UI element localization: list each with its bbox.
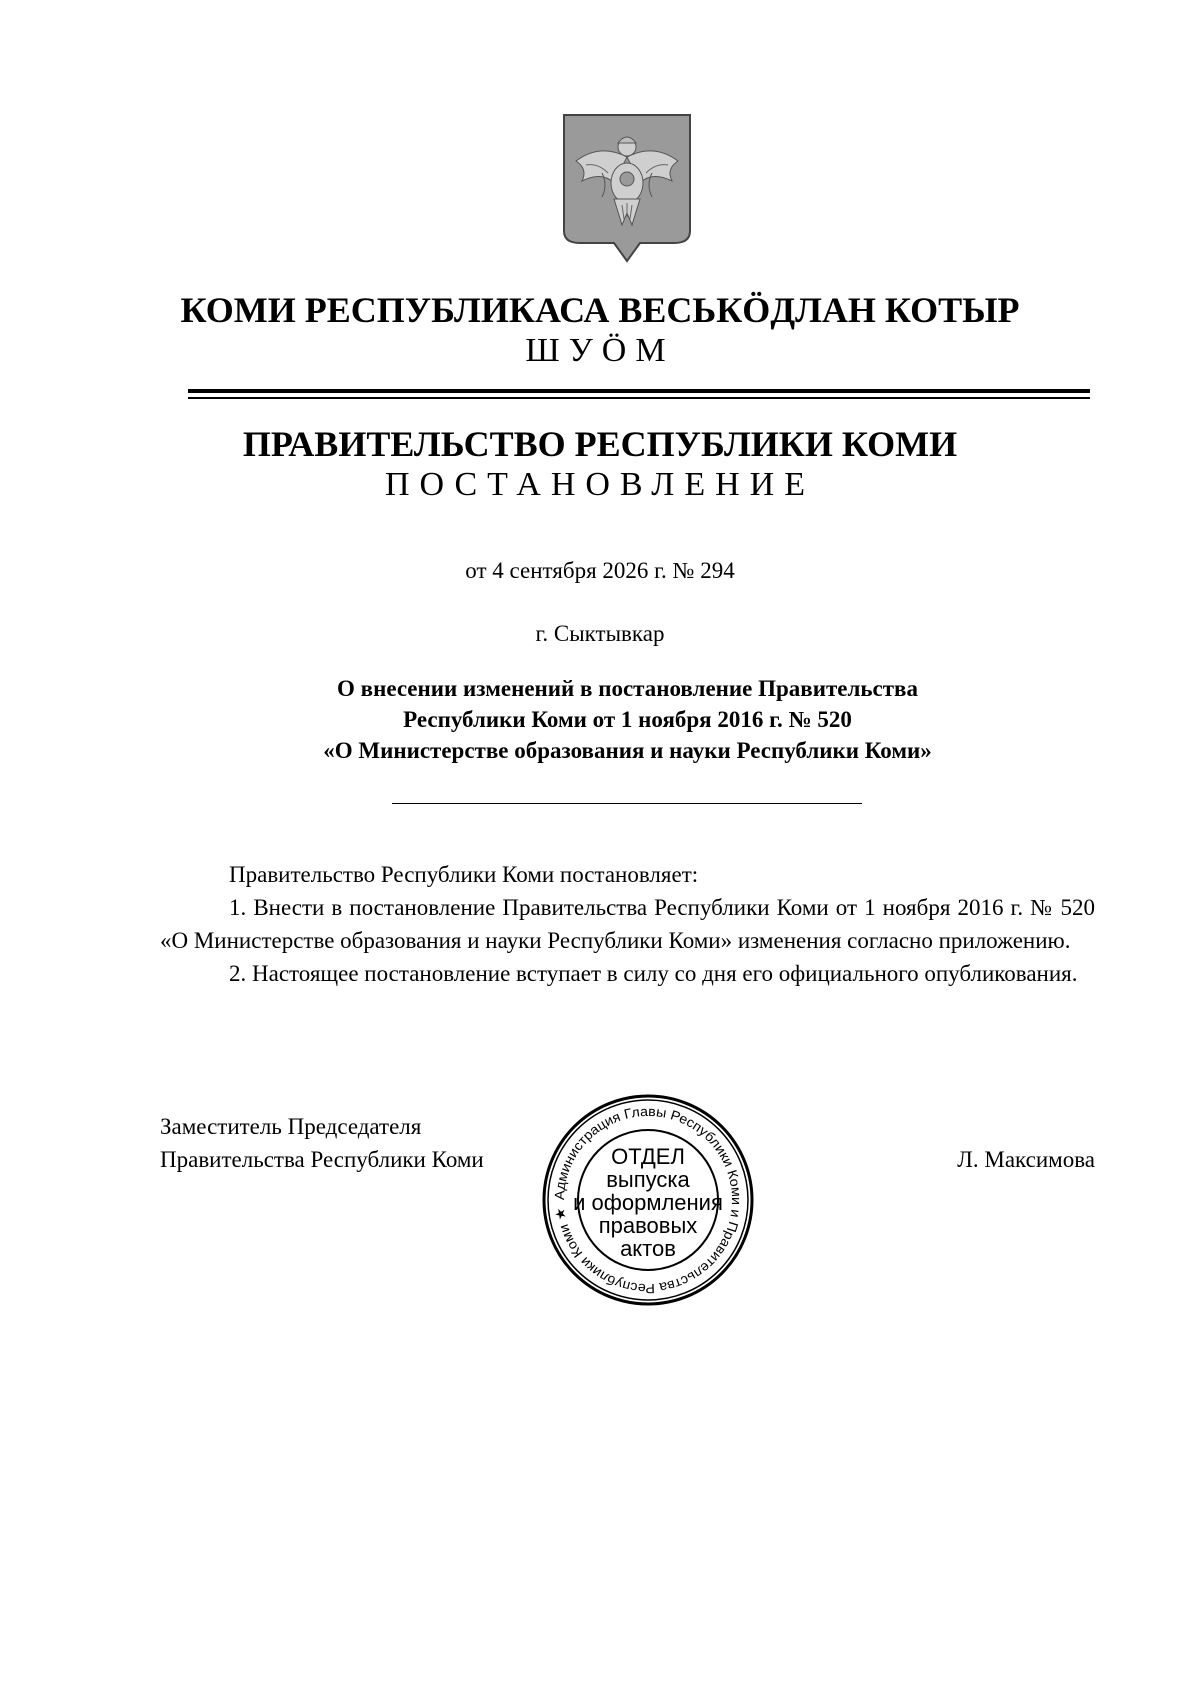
signer-position-line: Правительства Республики Коми [160, 1147, 484, 1172]
header-divider-thin [188, 397, 1090, 399]
government-title: ПРАВИТЕЛЬСТВО РЕСПУБЛИКИ КОМИ [242, 424, 958, 464]
komi-government-title: КОМИ РЕСПУБЛИКАСА ВЕСЬКӦДЛАН КОТЫР [180, 290, 1020, 330]
header-divider-thick [188, 389, 1090, 393]
body-paragraph: 1. Внести в постановление Правительства Республики Коми от 1 ноября 2016 г. № 520 «О Министерстве образования и науки Республики Коми» изменения согласно приложению. [160, 895, 1095, 953]
signer-position-line: Заместитель Председателя [160, 1114, 422, 1139]
stamp-center-line: ОТДЕЛ [611, 1144, 685, 1169]
official-stamp [538, 1090, 758, 1310]
subject-line: О внесении изменений в постановление Правительства [337, 676, 918, 701]
subject-underline [392, 803, 862, 804]
body-paragraph: Правительство Республики Коми постановляет: [229, 862, 699, 887]
komi-decree-type: ШУӦМ [525, 332, 675, 369]
decree-body [160, 858, 1095, 990]
decree-city: г. Сыктывкар [535, 621, 665, 646]
signer-position [160, 1110, 484, 1176]
komi-coat-of-arms-icon [562, 113, 692, 263]
stamp-center-line: и оформления [573, 1190, 723, 1215]
stamp-center-line: выпуска [606, 1167, 690, 1192]
subject-line: Республики Коми от 1 ноября 2016 г. № 520 [403, 707, 852, 732]
stamp-center-line: правовых [598, 1213, 698, 1238]
stamp-center-line: актов [620, 1236, 676, 1261]
stamp-ring-text: Администрация Главы Республики Коми и Правительства Республики Коми ★ [551, 1103, 745, 1297]
subject-line: «О Министерстве образования и науки Республики Коми» [323, 738, 932, 763]
decree-date-number: от 4 сентября 2026 г. № 294 [465, 558, 735, 583]
decree-type: ПОСТАНОВЛЕНИЕ [384, 466, 816, 503]
body-paragraph: 2. Настоящее постановление вступает в силу со дня его официального опубликования. [229, 961, 1078, 986]
decree-subject [160, 673, 1095, 766]
signer-name: Л. Максимова [957, 1147, 1095, 1172]
